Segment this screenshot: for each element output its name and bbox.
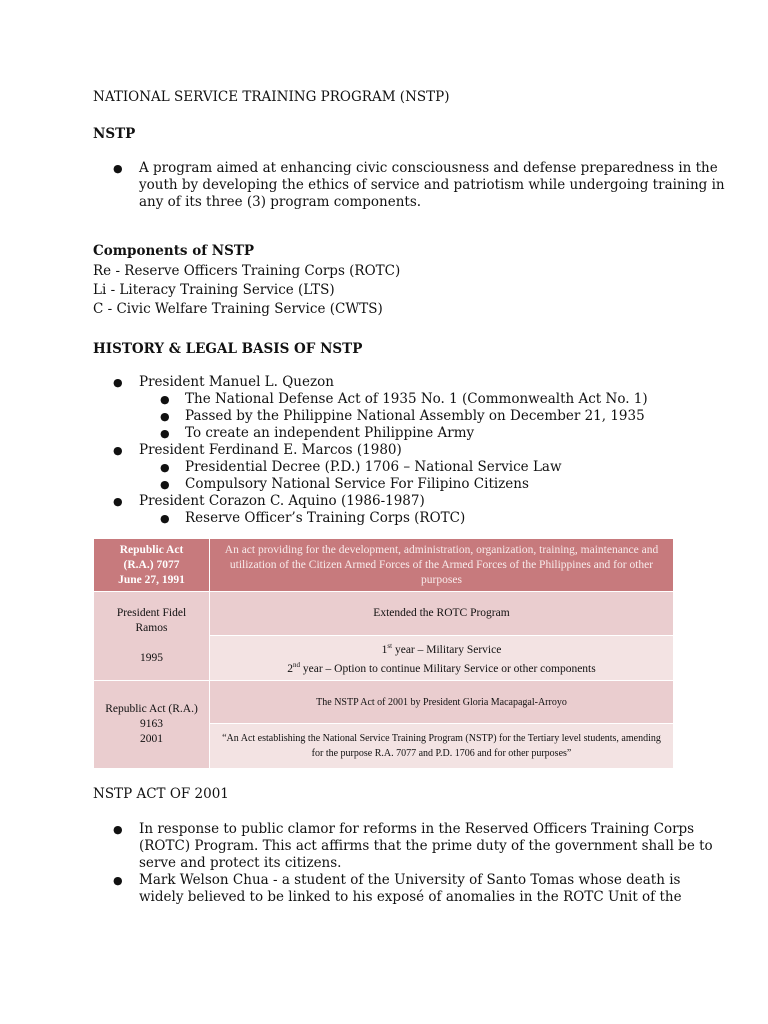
components-heading: Components of NSTP	[93, 243, 255, 259]
ra9163-year: 2001	[140, 733, 163, 745]
nstp-definition-list	[93, 160, 725, 211]
ra7077-line-2: (R.A.) 7077	[123, 558, 180, 571]
ra9163-line-1: Republic Act (R.A.)	[105, 703, 198, 715]
table-row	[94, 592, 674, 636]
document-title: NATIONAL SERVICE TRAINING PROGRAM (NSTP)	[93, 89, 450, 105]
table-row	[94, 681, 674, 724]
ra7077-cell	[94, 539, 210, 592]
act2001-item-reforms	[93, 821, 713, 872]
ramos-line2-text: year – Option to continue Military Service or other components	[300, 662, 596, 675]
reforms-line-2: (ROTC) Program. This act affirms that the prime duty of the government shall be to	[139, 838, 713, 854]
ra7077-description: An act providing for the development, administration, organization, training, maintenance and utilization of the Citizen Armed Forces of the Armed Forces of the Philippines and for other purposes	[210, 539, 674, 592]
component-cwts: C - Civic Welfare Training Service (CWTS)	[93, 301, 383, 317]
reforms-line-3: serve and protect its citizens.	[139, 855, 342, 871]
table-row	[94, 539, 674, 592]
ramos-line1-sup: st	[387, 642, 393, 651]
ramos-line2-sup: nd	[293, 661, 300, 669]
ramos-cell	[94, 592, 210, 681]
legal-basis-table	[93, 538, 674, 769]
aquino-item: ● Reserve Officer’s Training Corps (ROTC)	[93, 510, 648, 527]
act2001-heading: NSTP ACT OF 2001	[93, 786, 229, 802]
nstp-definition-line-3: any of its three (3) program components.	[139, 194, 422, 210]
ra7077-date: June 27, 1991	[118, 573, 185, 586]
quezon-item: ● Passed by the Philippine National Assembly on December 21, 1935	[93, 408, 648, 425]
ramos-line-2: Ramos	[135, 622, 168, 634]
chua-line-2: widely believed to be linked to his exposé of anomalies in the ROTC Unit of the	[139, 889, 682, 905]
ramos-line1-text: year – Military Service	[392, 644, 502, 656]
quezon-item: ● The National Defense Act of 1935 No. 1 (Commonwealth Act No. 1)	[93, 391, 648, 408]
ra9163-description: “An Act establishing the National Service Training Program (NSTP) for the Tertiary level students, amending for the purpose R.A. 7077 and P.D. 1706 and for other purposes”	[210, 724, 674, 769]
ramos-details	[210, 636, 674, 681]
nstp-definition-line-2: youth by developing the ethics of service and patriotism while undergoing training in	[139, 177, 725, 193]
marcos-item: ● Presidential Decree (P.D.) 1706 – National Service Law	[93, 459, 648, 476]
history-heading: HISTORY & LEGAL BASIS OF NSTP	[93, 341, 363, 357]
act2001-list	[93, 821, 713, 906]
chua-line-1: Mark Welson Chua - a student of the University of Santo Tomas whose death is	[139, 872, 681, 888]
act2001-item-chua	[93, 872, 713, 906]
ramos-line-1: President Fidel	[116, 607, 187, 619]
component-rotc: Re - Reserve Officers Training Corps (ROTC)	[93, 263, 401, 279]
reforms-line-1: In response to public clamor for reforms in the Reserved Officers Training Corps	[139, 821, 695, 837]
nstp-definition-line-1: A program aimed at enhancing civic consciousness and defense preparedness in the	[139, 160, 718, 176]
nstp-definition	[93, 160, 725, 211]
ramos-extended-rotc: Extended the ROTC Program	[210, 592, 674, 636]
nstp-heading: NSTP	[93, 126, 136, 142]
ramos-line1-num: 1	[381, 644, 388, 656]
history-list	[93, 374, 648, 527]
ra9163-line-2: 9163	[140, 718, 163, 730]
history-item-aquino: ● President Corazon C. Aquino (1986-1987)	[93, 493, 648, 510]
ramos-year: 1995	[140, 652, 163, 664]
ra7077-line-1: Republic Act	[119, 543, 184, 556]
quezon-item: ● To create an independent Philippine Army	[93, 425, 648, 442]
ramos-line2-num: 2	[287, 662, 293, 675]
history-item-marcos: ● President Ferdinand E. Marcos (1980)	[93, 442, 648, 459]
marcos-item: ● Compulsory National Service For Filipino Citizens	[93, 476, 648, 493]
ra9163-title: The NSTP Act of 2001 by President Gloria Macapagal-Arroyo	[210, 681, 674, 724]
component-lts: Li - Literacy Training Service (LTS)	[93, 282, 335, 298]
history-item-quezon: ● President Manuel L. Quezon	[93, 374, 648, 391]
ra9163-cell	[94, 681, 210, 769]
